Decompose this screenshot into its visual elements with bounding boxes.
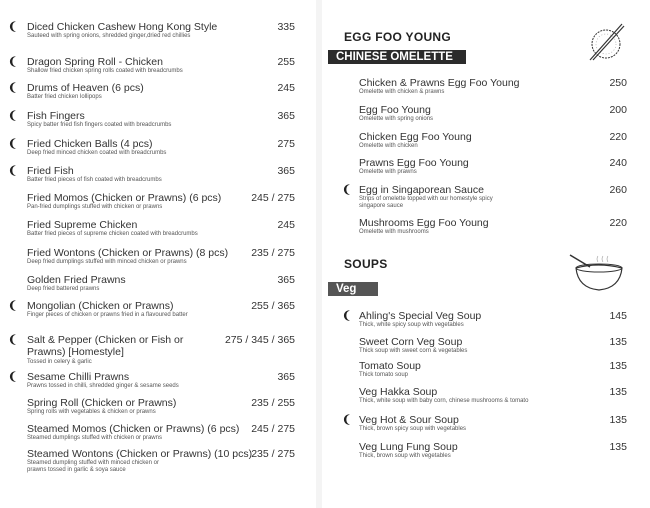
item-description: Spicy batter fried fish fingers coated with breadcrumbs bbox=[27, 122, 172, 128]
chopsticks-omelette-icon bbox=[584, 20, 628, 62]
item-price: 365 bbox=[277, 274, 295, 286]
item-name: Spring Roll (Chicken or Prawns) bbox=[27, 397, 177, 409]
item-description: Sauteed with spring onions, shredded ginger,dried red chillies bbox=[27, 33, 191, 39]
item-price: 135 bbox=[609, 441, 627, 453]
chili-icon: ❨ bbox=[8, 371, 18, 383]
item-name: Golden Fried Prawns bbox=[27, 274, 126, 286]
item-description: Steamed dumpling stuffed with minced chicken or prawns tossed in garlic & soya sauce bbox=[27, 460, 159, 473]
item-description: Deep fried battered prawns bbox=[27, 286, 100, 292]
chili-icon: ❨ bbox=[8, 56, 18, 68]
item-price: 235 / 255 bbox=[251, 397, 295, 409]
item-name: Mongolian (Chicken or Prawns) bbox=[27, 300, 174, 312]
chili-icon: ❨ bbox=[8, 82, 18, 94]
item-description: Batter fried chicken lollipops bbox=[27, 94, 102, 100]
item-price: 245 bbox=[277, 82, 295, 94]
item-price: 240 bbox=[609, 157, 627, 169]
item-name: Veg Lung Fung Soup bbox=[359, 441, 458, 453]
item-description: Thick soup with sweet corn & vegetables bbox=[359, 348, 468, 354]
item-price: 135 bbox=[609, 414, 627, 426]
item-price: 220 bbox=[609, 131, 627, 143]
item-name: Ahling's Special Veg Soup bbox=[359, 310, 482, 322]
item-description: Shallow fried chicken spring rolls coated with breadcrumbs bbox=[27, 68, 183, 74]
item-price: 245 / 275 bbox=[251, 192, 295, 204]
item-price: 235 / 275 bbox=[251, 448, 295, 460]
item-name: Chicken & Prawns Egg Foo Young bbox=[359, 77, 520, 89]
item-name: Sweet Corn Veg Soup bbox=[359, 336, 463, 348]
item-description: Steamed dumplings stuffed with chicken or prawns bbox=[27, 435, 162, 441]
egg-section-subtitle: CHINESE OMELETTE bbox=[328, 50, 466, 64]
item-description: Thick, white soup with baby corn, chinese mushrooms & tomato bbox=[359, 398, 529, 404]
item-price: 275 / 345 / 365 bbox=[224, 334, 295, 346]
item-name: Drums of Heaven (6 pcs) bbox=[27, 82, 144, 94]
item-name: Diced Chicken Cashew Hong Kong Style bbox=[27, 21, 218, 33]
chili-icon: ❨ bbox=[8, 110, 18, 122]
item-name: Fried Wontons (Chicken or Prawns) (8 pcs) bbox=[27, 247, 229, 259]
item-name: Fried Supreme Chicken bbox=[27, 219, 138, 231]
item-description: Omelette with spring onions bbox=[359, 116, 434, 122]
item-description: Thick tomato soup bbox=[359, 372, 409, 378]
item-price: 260 bbox=[609, 184, 627, 196]
item-price: 275 bbox=[277, 138, 295, 150]
item-price: 255 bbox=[277, 56, 295, 68]
chili-icon: ❨ bbox=[342, 184, 352, 196]
item-description: Strips of omelette topped with our homestyle spicy singapore sauce bbox=[359, 196, 493, 209]
item-description: Pan-fried dumplings stuffed with chicken or prawns bbox=[27, 204, 163, 210]
item-name: Sesame Chilli Prawns bbox=[27, 371, 130, 383]
chili-icon: ❨ bbox=[342, 414, 352, 426]
item-name: Veg Hakka Soup bbox=[359, 386, 438, 398]
item-price: 245 bbox=[277, 219, 295, 231]
item-price: 335 bbox=[277, 21, 295, 33]
item-price: 245 / 275 bbox=[251, 423, 295, 435]
item-name: Salt & Pepper (Chicken or Fish or Prawns) [Homestyle] bbox=[27, 334, 184, 358]
item-description: Omelette with mushrooms bbox=[359, 229, 429, 235]
item-price: 145 bbox=[609, 310, 627, 322]
item-price: 220 bbox=[609, 217, 627, 229]
item-price: 135 bbox=[609, 336, 627, 348]
item-description: Omelette with chicken & prawns bbox=[359, 89, 445, 95]
soup-bowl-icon bbox=[568, 250, 628, 292]
item-description: Thick, white spicy soup with vegetables bbox=[359, 322, 464, 328]
item-name: Dragon Spring Roll - Chicken bbox=[27, 56, 163, 68]
item-name: Egg Foo Young bbox=[359, 104, 431, 116]
item-price: 235 / 275 bbox=[251, 247, 295, 259]
egg-section-title: EGG FOO YOUNG bbox=[344, 30, 452, 44]
item-name: Chicken Egg Foo Young bbox=[359, 131, 472, 143]
menu-page-left bbox=[0, 0, 316, 508]
item-description: Omelette with chicken bbox=[359, 143, 418, 149]
item-name: Steamed Momos (Chicken or Prawns) (6 pcs) bbox=[27, 423, 240, 435]
item-name: Fish Fingers bbox=[27, 110, 85, 122]
item-description: Prawns tossed in chilli, shredded ginger & sesame seeds bbox=[27, 383, 179, 389]
item-name: Prawns Egg Foo Young bbox=[359, 157, 469, 169]
item-name: Fried Momos (Chicken or Prawns) (6 pcs) bbox=[27, 192, 222, 204]
item-price: 365 bbox=[277, 165, 295, 177]
item-description: Tossed in celery & garlic bbox=[27, 359, 92, 365]
item-description: Thick, brown soup with vegetables bbox=[359, 453, 451, 459]
chili-icon: ❨ bbox=[8, 165, 18, 177]
item-price: 255 / 365 bbox=[251, 300, 295, 312]
soup-section-title: SOUPS bbox=[344, 257, 388, 271]
menu-page-right bbox=[322, 0, 650, 508]
item-price: 135 bbox=[609, 386, 627, 398]
item-name: Mushrooms Egg Foo Young bbox=[359, 217, 489, 229]
item-name: Fried Chicken Balls (4 pcs) bbox=[27, 138, 153, 150]
item-description: Spring rolls with vegetables & chicken or prawns bbox=[27, 409, 156, 415]
item-price: 200 bbox=[609, 104, 627, 116]
item-price: 365 bbox=[277, 110, 295, 122]
chili-icon: ❨ bbox=[8, 300, 18, 312]
item-price: 365 bbox=[277, 371, 295, 383]
item-description: Deep fried dumplings stuffed with minced chicken or prawns bbox=[27, 259, 187, 265]
item-name: Egg in Singaporean Sauce bbox=[359, 184, 484, 196]
soup-section-subtitle: Veg bbox=[328, 282, 378, 296]
item-name: Veg Hot & Sour Soup bbox=[359, 414, 459, 426]
item-description: Deep fried minced chicken coated with breadcrumbs bbox=[27, 150, 167, 156]
item-name: Tomato Soup bbox=[359, 360, 421, 372]
chili-icon: ❨ bbox=[8, 334, 18, 346]
chili-icon: ❨ bbox=[342, 310, 352, 322]
item-price: 135 bbox=[609, 360, 627, 372]
item-description: Batter fried pieces of supreme chicken coated with breadcrumbs bbox=[27, 231, 198, 237]
item-name: Steamed Wontons (Chicken or Prawns) (10 pcs) bbox=[27, 448, 253, 460]
item-description: Finger pieces of chicken or prawns fried in a flavoured batter bbox=[27, 312, 188, 318]
chili-icon: ❨ bbox=[8, 138, 18, 150]
item-price: 250 bbox=[609, 77, 627, 89]
item-name: Fried Fish bbox=[27, 165, 74, 177]
item-description: Omelette with prawns bbox=[359, 169, 417, 175]
item-description: Batter fried pieces of fish coated with breadcrumbs bbox=[27, 177, 162, 183]
chili-icon: ❨ bbox=[8, 21, 18, 33]
item-description: Thick, brown spicy soup with vegetables bbox=[359, 426, 467, 432]
